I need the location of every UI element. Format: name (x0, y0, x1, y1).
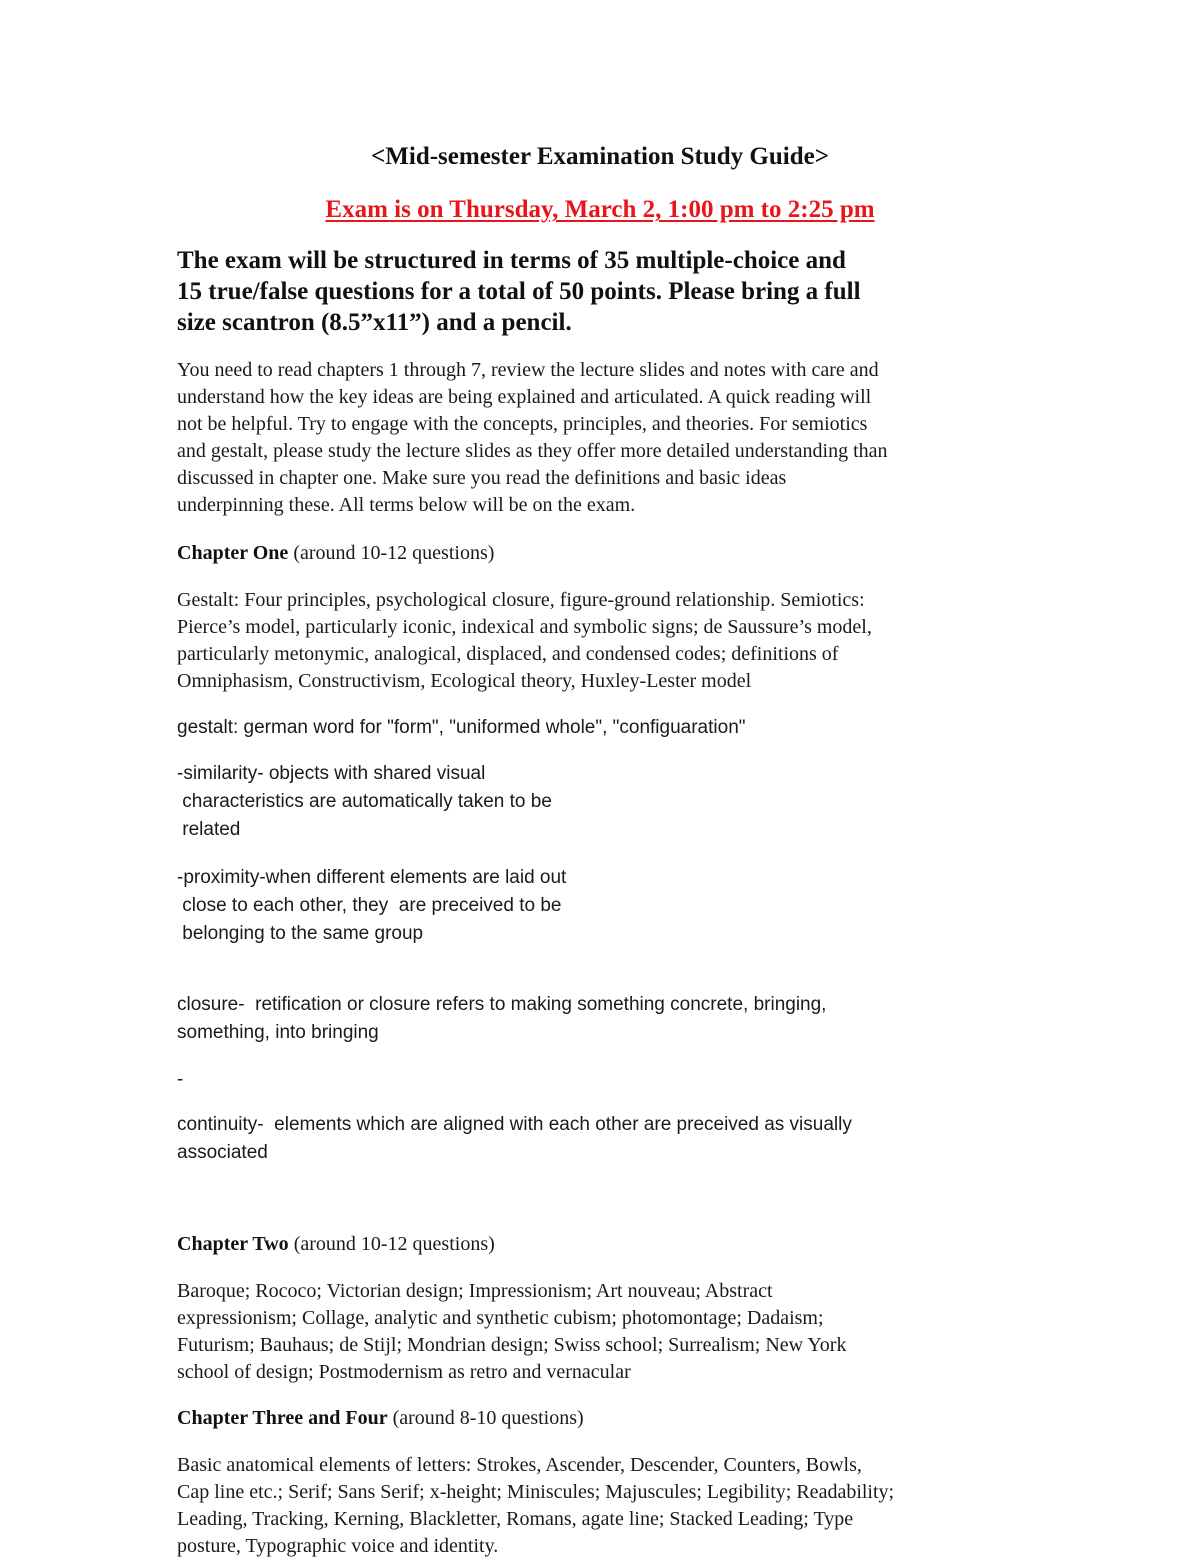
similarity-note: -similarity- objects with shared visual characteristics are automatically taken to be related (177, 763, 552, 840)
dash-note: - (177, 1069, 184, 1090)
continuity-note: continuity- elements which are aligned with each other are preceived as visually associated (177, 1114, 852, 1163)
exam-date-notice: Exam is on Thursday, March 2, 1:00 pm to 2:25 pm (325, 196, 875, 223)
chapter-two-question-count: (around 10-12 questions) (288, 1233, 495, 1255)
chapter-one-terms: Gestalt: Four principles, psychological closure, figure-ground relationship. Semiotics: Pierce’s model, particularly iconic, indexical and symbolic signs; de Saussure’s model, particularly metonymic, analogical, displaced, and condensed codes; definitions of Omniphasism, Constructivism, Ecological theory, Huxley-Lester model (177, 589, 872, 692)
chapter-one-heading-line (177, 540, 1037, 567)
chapter-two-heading-line (177, 1231, 1037, 1258)
chapter-three-four-question-count: (around 8-10 questions) (387, 1407, 584, 1429)
chapter-three-four-heading-line (177, 1405, 1037, 1432)
gestalt-definition-note: gestalt: german word for "form", "uniformed whole", "configuaration" (177, 717, 746, 738)
chapter-one-question-count: (around 10-12 questions) (288, 542, 495, 564)
chapter-three-four-heading: Chapter Three and Four (177, 1407, 388, 1429)
proximity-note: -proximity-when different elements are laid out close to each other, they are preceived to be belonging to the same group (177, 867, 567, 944)
chapter-two-heading: Chapter Two (177, 1233, 289, 1255)
exam-structure-note: The exam will be structured in terms of 35 multiple-choice and 15 true/false questions for a total of 50 points. Please bring a full size scantron (8.5”x11”) and a pencil. (177, 247, 861, 336)
chapter-three-four-terms: Basic anatomical elements of letters: Strokes, Ascender, Descender, Counters, Bowls, Cap line etc.; Serif; Sans Serif; x-height; Miniscules; Majuscules; Legibility; Readability; Leading, Tracking, Kerning, Blackletter, Romans, agate line; Stacked Leading; Type posture, Typographic voice and identity. (177, 1454, 895, 1557)
closure-note: closure- retification or closure refers to making something concrete, bringing, something, into bringing (177, 994, 827, 1043)
intro-paragraph: You need to read chapters 1 through 7, review the lecture slides and notes with care and understand how the key ideas are being explained and articulated. A quick reading will not be helpful. Try to engage with the concepts, principles, and theories. For semiotics and gestalt, please study the lecture slides as they offer more detailed understanding than discussed in chapter one. Make sure you read the definitions and basic ideas underpinning these. All terms below will be on the exam. (177, 359, 888, 516)
page-title: <Mid-semester Examination Study Guide> (371, 143, 829, 170)
chapter-one-heading: Chapter One (177, 542, 289, 564)
chapter-two-terms: Baroque; Rococo; Victorian design; Impressionism; Art nouveau; Abstract expressionism; Collage, analytic and synthetic cubism; photomontage; Dadaism; Futurism; Bauhaus; de Stijl; Mondrian design; Swiss school; Surrealism; New York school of design; Postmodernism as retro and vernacular (177, 1280, 847, 1383)
